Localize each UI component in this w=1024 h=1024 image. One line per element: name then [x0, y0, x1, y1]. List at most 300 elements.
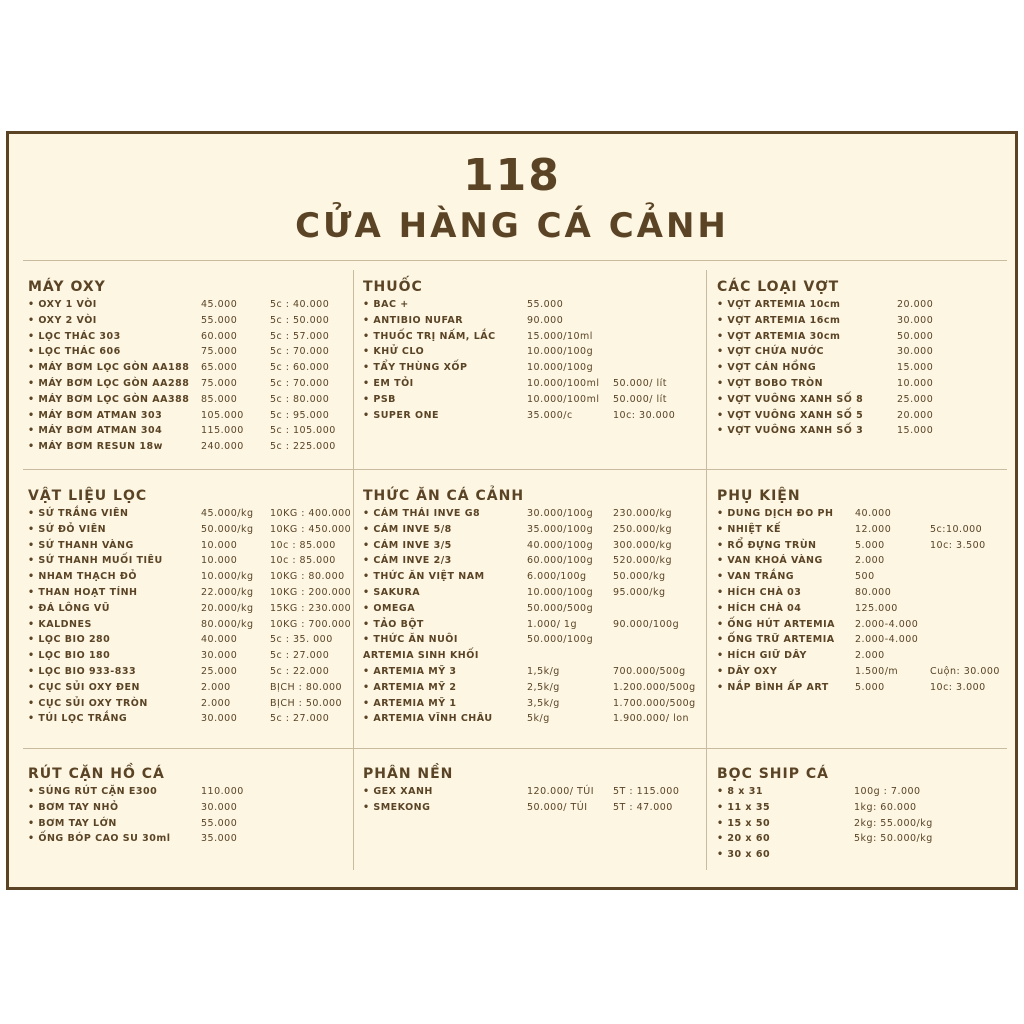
item-name: • MÁY BƠM ATMAN 303: [28, 409, 163, 421]
item-price: 85.000: [201, 393, 238, 405]
section-title: VẬT LIỆU LỌC: [28, 488, 148, 504]
menu-item: [363, 585, 666, 601]
item-price: 6.000/100g: [527, 571, 587, 583]
item-price: 15.000/10ml: [527, 330, 593, 342]
item-price: 10.000/100ml: [527, 377, 600, 389]
item-name: • LỌC BIO 280: [28, 634, 111, 646]
menu-item: [363, 522, 673, 538]
item-name: • HÍCH CHÀ 04: [717, 602, 802, 614]
item-name: • VỢT CÁN HỒNG: [717, 362, 817, 374]
item-name: • CÁM THÁI INVE G8: [363, 508, 481, 519]
item-name: • NHIỆT KẾ: [717, 523, 781, 535]
divider-col-1: [353, 270, 354, 870]
item-bulk-price: 520.000/kg: [613, 555, 673, 567]
menu-item: [717, 831, 933, 847]
menu-item: [363, 784, 680, 800]
item-name: • ỐNG HÚT ARTEMIA: [717, 618, 836, 630]
menu-item: [363, 506, 673, 522]
menu-item: [28, 784, 244, 800]
item-price: 10.000/kg: [201, 571, 254, 583]
menu-item: [363, 648, 524, 664]
menu-item: [28, 601, 352, 617]
item-price: 2.000: [855, 555, 885, 567]
item-bulk-price: 100g : 7.000: [854, 786, 921, 797]
item-name: • CÁM INVE 3/5: [363, 539, 452, 551]
menu-item: [28, 392, 330, 408]
item-name: • SỨ THANH MUỐI TIÊU: [28, 555, 163, 567]
menu-item: [717, 585, 892, 601]
menu-item: [28, 831, 238, 847]
item-name: • BAC +: [363, 299, 409, 310]
menu-item: [363, 392, 667, 408]
item-bulk-price: 5c : 27.000: [270, 713, 330, 725]
section-title: PHÂN NỀN: [363, 766, 454, 782]
menu-item: [363, 711, 690, 727]
menu-item: [717, 297, 934, 313]
item-bulk-price: 10c : 85.000: [270, 539, 336, 551]
item-price: 25.000: [897, 393, 934, 405]
menu-item: [717, 522, 983, 538]
section-title: PHỤ KIỆN: [717, 488, 801, 504]
section-1: [363, 279, 676, 423]
item-price: 30.000: [897, 346, 934, 358]
item-bulk-price: 300.000/kg: [613, 539, 673, 551]
menu-item: [363, 329, 593, 345]
item-bulk-price: 1kg: 60.000: [854, 801, 917, 813]
item-name: • PSB: [363, 393, 396, 405]
menu-item: [717, 648, 885, 664]
item-bulk-price: 250.000/kg: [613, 523, 673, 535]
item-price: 5.000: [855, 681, 885, 693]
item-name: • TẨY THÙNG XỐP: [363, 362, 468, 374]
menu-item: [717, 847, 829, 863]
item-name: • TÚI LỌC TRẮNG: [28, 713, 128, 725]
item-price: 45.000: [201, 299, 238, 310]
item-name: • MÁY BƠM LỌC GÒN AA288: [28, 377, 190, 389]
menu-item: [28, 506, 352, 522]
item-bulk-price: 10KG : 200.000: [270, 586, 352, 598]
item-name: • CỤC SỦI OXY ĐEN: [28, 681, 140, 693]
menu-item: [28, 585, 352, 601]
item-name: • MÁY BƠM RESUN 18w: [28, 441, 163, 453]
item-name: • THỨC ĂN NUÔI: [363, 634, 458, 646]
item-bulk-price: 5kg: 50.000/kg: [854, 833, 933, 845]
section-title: BỌC SHIP CÁ: [717, 766, 829, 782]
item-name: • SMEKONG: [363, 801, 431, 813]
item-price: 1,5k/g: [527, 665, 560, 677]
item-bulk-price: 10KG : 450.000: [270, 523, 352, 535]
menu-item: [717, 664, 1000, 680]
item-price: 50.000/500g: [527, 602, 594, 614]
item-price: 2,5k/g: [527, 681, 560, 693]
item-price: 10.000/100g: [527, 586, 594, 598]
item-name: • HÍCH CHÀ 03: [717, 586, 802, 598]
item-price: 110.000: [201, 786, 244, 797]
item-price: 2.000: [855, 650, 885, 662]
item-name: • LỌC BIO 180: [28, 650, 111, 662]
menu-item: [28, 344, 330, 360]
item-price: 50.000/100g: [527, 634, 594, 646]
item-name: • RỔ ĐỰNG TRÙN: [717, 539, 817, 551]
menu-item: [717, 784, 921, 800]
section-title: RÚT CẶN HỒ CÁ: [28, 766, 165, 782]
item-price: 55.000: [527, 299, 564, 310]
menu-item: [28, 632, 333, 648]
item-bulk-price: 5c : 95.000: [270, 409, 330, 421]
menu-item: [717, 408, 934, 424]
menu-item: [363, 617, 680, 633]
item-price: 1.500/m: [855, 665, 899, 677]
item-name: • VỢT CHỨA NƯỚC: [717, 346, 824, 358]
section-title: MÁY OXY: [28, 279, 106, 295]
menu-item: [363, 360, 594, 376]
menu-item: [717, 617, 919, 633]
section-0: [28, 279, 336, 455]
item-bulk-price: 5c : 70.000: [270, 377, 330, 389]
section-5: [717, 488, 1000, 696]
item-bulk-price: 1.900.000/ lon: [613, 713, 690, 725]
item-price: 35.000/c: [527, 409, 573, 421]
item-name: • LỌC THÁC 606: [28, 346, 121, 358]
item-price: 60.000: [201, 330, 238, 342]
item-name: • VỢT ARTEMIA 30cm: [717, 330, 841, 342]
item-price: 50.000/kg: [201, 523, 254, 535]
item-name: • DUNG DỊCH ĐO PH: [717, 508, 834, 519]
item-name: • CÁM INVE 2/3: [363, 555, 452, 567]
item-price: 40.000: [201, 634, 238, 646]
item-bulk-price: 230.000/kg: [613, 508, 673, 519]
section-title: THỨC ĂN CÁ CẢNH: [363, 488, 525, 504]
item-price: 15.000: [897, 425, 934, 437]
item-price: 1.000/ 1g: [527, 618, 577, 630]
menu-item: [717, 680, 986, 696]
menu-item: [363, 601, 594, 617]
menu-item: [363, 408, 676, 424]
item-bulk-price: 95.000/kg: [613, 586, 666, 598]
item-price: 10.000/100ml: [527, 393, 600, 405]
item-name: • VỢT ARTEMIA 16cm: [717, 314, 841, 326]
menu-item: [717, 344, 934, 360]
item-name: • SỨ THANH VÀNG: [28, 539, 134, 551]
menu-item: [717, 632, 919, 648]
section-4: [363, 488, 696, 727]
item-price: 55.000: [201, 817, 238, 829]
menu-item: [28, 439, 336, 455]
item-name: • VỢT BOBO TRÒN: [717, 377, 824, 389]
menu-item: [28, 360, 330, 376]
menu-item: [363, 538, 673, 554]
item-price: 10.000: [897, 377, 934, 389]
menu-item: [717, 506, 892, 522]
item-name: • ARTEMIA MỸ 3: [363, 665, 457, 677]
menu-item: [363, 800, 673, 816]
item-bulk-price: 5T : 115.000: [613, 786, 680, 797]
item-price: 40.000/100g: [527, 539, 594, 551]
item-name: • THUỐC TRỊ NẤM, LẮC: [363, 330, 496, 342]
item-name: ARTEMIA SINH KHỐI: [363, 650, 479, 662]
item-price: 10.000/100g: [527, 346, 594, 358]
item-price: 45.000/kg: [201, 508, 254, 519]
menu-item: [28, 680, 343, 696]
item-price: 30.000: [201, 801, 238, 813]
item-bulk-price: 5c : 80.000: [270, 393, 330, 405]
menu-item: [363, 313, 564, 329]
item-price: 30.000: [201, 650, 238, 662]
menu-item: [28, 648, 330, 664]
menu-item: [363, 553, 673, 569]
item-price: 20.000: [897, 409, 934, 421]
menu-item: [28, 313, 330, 329]
menu-item: [28, 297, 330, 313]
section-7: [363, 766, 680, 816]
menu-item: [28, 408, 330, 424]
item-price: 50.000/ TÚI: [527, 801, 588, 813]
item-bulk-price: 10KG : 700.000: [270, 618, 352, 630]
item-name: • VAN TRẮNG: [717, 571, 795, 583]
item-price: 10.000/100g: [527, 362, 594, 374]
item-name: • CỤC SỦI OXY TRÒN: [28, 697, 148, 709]
item-price: 25.000: [201, 665, 238, 677]
menu-item: [717, 313, 934, 329]
item-bulk-price: 5c : 40.000: [270, 299, 330, 310]
menu-item: [28, 376, 330, 392]
item-name: • DÂY OXY: [717, 665, 778, 677]
item-bulk-price: 50.000/kg: [613, 571, 666, 583]
item-bulk-price: 50.000/ lít: [613, 377, 667, 389]
item-price: 35.000: [201, 833, 238, 845]
item-bulk-price: 5c : 35. 000: [270, 634, 333, 646]
menu-item: [363, 632, 594, 648]
item-price: 2.000: [201, 697, 231, 709]
item-bulk-price: Cuộn: 30.000: [930, 665, 1000, 677]
item-price: 115.000: [201, 425, 244, 437]
item-price: 2.000-4.000: [855, 618, 919, 630]
menu-item: [363, 696, 696, 712]
store-title: CỬA HÀNG CÁ CẢNH: [295, 206, 729, 246]
item-bulk-price: 5c : 50.000: [270, 314, 330, 326]
item-name: • KALDNES: [28, 618, 92, 630]
menu-item: [28, 423, 336, 439]
menu-item: [28, 800, 238, 816]
item-price: 30.000: [201, 713, 238, 725]
section-8: [717, 766, 933, 863]
item-name: • VỢT ARTEMIA 10cm: [717, 299, 841, 310]
item-bulk-price: 5c : 105.000: [270, 425, 336, 437]
item-bulk-price: 5T : 47.000: [613, 801, 673, 813]
menu-item: [28, 816, 238, 832]
menu-item: [28, 696, 343, 712]
item-bulk-price: BỊCH : 80.000: [270, 681, 343, 693]
item-price: 22.000/kg: [201, 586, 254, 598]
item-name: • 11 x 35: [717, 801, 771, 813]
item-bulk-price: 10KG : 400.000: [270, 508, 352, 519]
item-bulk-price: 90.000/100g: [613, 618, 680, 630]
menu-item: [717, 800, 917, 816]
item-name: • OXY 2 VÒI: [28, 314, 97, 326]
divider-bottom: [23, 748, 1007, 749]
item-bulk-price: 10c: 3.500: [930, 539, 986, 551]
menu-item: [28, 664, 330, 680]
item-bulk-price: 5c:10.000: [930, 523, 983, 535]
item-price: 30.000/100g: [527, 508, 594, 519]
item-price: 240.000: [201, 441, 244, 453]
menu-item: [717, 816, 933, 832]
item-name: • THAN HOẠT TÍNH: [28, 586, 138, 598]
item-name: • ARTEMIA MỸ 1: [363, 697, 457, 709]
item-name: • ANTIBIO NUFAR: [363, 314, 464, 326]
item-price: 5k/g: [527, 713, 550, 725]
item-name: • VỢT VUÔNG XANH SỐ 3: [717, 425, 864, 437]
item-price: 10.000: [201, 555, 238, 567]
item-name: • VAN KHOÁ VÀNG: [717, 555, 823, 567]
item-price: 12.000: [855, 523, 892, 535]
section-title: CÁC LOẠI VỢT: [717, 279, 840, 295]
item-name: • NẮP BÌNH ẤP ART: [717, 681, 829, 693]
section-2: [717, 279, 934, 439]
item-name: • 20 x 60: [717, 833, 771, 845]
item-name: • CÁM INVE 5/8: [363, 523, 452, 535]
divider-middle: [23, 469, 1007, 470]
item-name: • LỌC BIO 933-833: [28, 665, 137, 677]
item-price: 10.000: [201, 539, 238, 551]
item-name: • LỌC THÁC 303: [28, 330, 121, 342]
item-name: • BƠM TAY NHỎ: [28, 801, 119, 813]
divider-top: [23, 260, 1007, 261]
item-bulk-price: 5c : 225.000: [270, 441, 336, 453]
item-price: 125.000: [855, 602, 898, 614]
item-price: 75.000: [201, 346, 238, 358]
item-price: 30.000: [897, 314, 934, 326]
item-price: 20.000: [897, 299, 934, 310]
item-name: • KHỬ CLO: [363, 346, 425, 358]
menu-item: [28, 329, 330, 345]
item-bulk-price: 10c: 3.000: [930, 681, 986, 693]
item-bulk-price: 5c : 22.000: [270, 665, 330, 677]
item-bulk-price: 2kg: 55.000/kg: [854, 817, 933, 829]
item-name: • ỐNG BÓP CAO SU 30ml: [28, 833, 171, 845]
menu-item: [363, 297, 564, 313]
item-name: • OMEGA: [363, 602, 416, 614]
item-price: 55.000: [201, 314, 238, 326]
item-name: • ĐÁ LÔNG VŨ: [28, 602, 110, 614]
item-bulk-price: 700.000/500g: [613, 665, 686, 677]
item-name: • SAKURA: [363, 586, 421, 598]
item-price: 20.000/kg: [201, 602, 254, 614]
menu-item: [717, 376, 934, 392]
item-price: 65.000: [201, 362, 238, 374]
store-number: 118: [463, 150, 561, 201]
item-name: • SUPER ONE: [363, 409, 440, 421]
item-price: 80.000/kg: [201, 618, 254, 630]
menu-item: [717, 423, 934, 439]
item-bulk-price: 10c: 30.000: [613, 409, 676, 421]
item-name: • ỐNG TRỮ ARTEMIA: [717, 634, 835, 646]
item-price: 80.000: [855, 586, 892, 598]
section-3: [28, 488, 352, 727]
item-name: • VỢT VUÔNG XANH SỐ 5: [717, 409, 864, 421]
item-name: • ARTEMIA MỸ 2: [363, 681, 457, 693]
item-bulk-price: 10KG : 80.000: [270, 571, 345, 583]
item-name: • EM TỎI: [363, 377, 414, 389]
menu-item: [717, 360, 934, 376]
menu-item: [717, 329, 934, 345]
item-bulk-price: 15KG : 230.000: [270, 602, 352, 614]
item-name: • SỨ ĐỎ VIÊN: [28, 523, 107, 535]
item-name: • 8 x 31: [717, 786, 763, 797]
item-bulk-price: 5c : 70.000: [270, 346, 330, 358]
item-bulk-price: 5c : 57.000: [270, 330, 330, 342]
menu-item: [363, 664, 686, 680]
item-price: 90.000: [527, 314, 564, 326]
item-bulk-price: 1.700.000/500g: [613, 697, 696, 709]
item-bulk-price: BỊCH : 50.000: [270, 697, 343, 709]
item-price: 35.000/100g: [527, 523, 594, 535]
item-name: • OXY 1 VÒI: [28, 299, 97, 310]
item-name: • 30 x 60: [717, 849, 771, 861]
section-title: THUỐC: [363, 279, 423, 295]
item-price: 50.000: [897, 330, 934, 342]
item-name: • THỨC ĂN VIỆT NAM: [363, 571, 485, 583]
item-name: • SÚNG RÚT CẶN E300: [28, 786, 158, 797]
item-price: 60.000/100g: [527, 555, 594, 567]
menu-item: [717, 553, 885, 569]
menu-item: [363, 680, 696, 696]
item-price: 500: [855, 571, 875, 583]
item-name: • VỢT VUÔNG XANH SỐ 8: [717, 393, 864, 405]
menu-item: [717, 569, 875, 585]
divider-col-2: [706, 270, 707, 870]
item-name: • MÁY BƠM ATMAN 304: [28, 425, 163, 437]
menu-item: [717, 601, 898, 617]
item-price: 105.000: [201, 409, 244, 421]
menu-item: [363, 569, 666, 585]
menu-item: [717, 538, 986, 554]
item-price: 40.000: [855, 508, 892, 519]
item-name: • ARTEMIA VĨNH CHÂU: [363, 713, 493, 725]
item-name: • MÁY BƠM LỌC GÒN AA388: [28, 393, 190, 405]
menu-item: [28, 538, 336, 554]
item-price: 3,5k/g: [527, 697, 560, 709]
item-name: • TẢO BỘT: [363, 618, 424, 630]
section-6: [28, 766, 244, 847]
item-name: • 15 x 50: [717, 817, 771, 829]
item-name: • GEX XANH: [363, 786, 433, 797]
item-price: 15.000: [897, 362, 934, 374]
menu-item: [363, 376, 667, 392]
item-name: • SỨ TRẮNG VIÊN: [28, 508, 129, 519]
item-name: • NHAM THẠCH ĐỎ: [28, 571, 137, 583]
item-price: 5.000: [855, 539, 885, 551]
item-price: 2.000-4.000: [855, 634, 919, 646]
menu-item: [28, 522, 352, 538]
menu-item: [28, 553, 336, 569]
item-bulk-price: 5c : 60.000: [270, 362, 330, 374]
item-name: • BƠM TAY LỚN: [28, 817, 117, 829]
menu-item: [363, 344, 594, 360]
item-bulk-price: 50.000/ lít: [613, 393, 667, 405]
menu-item: [717, 392, 934, 408]
item-price: 2.000: [201, 681, 231, 693]
item-bulk-price: 1.200.000/500g: [613, 681, 696, 693]
menu-item: [28, 711, 330, 727]
item-name: • MÁY BƠM LỌC GÒN AA188: [28, 362, 190, 374]
item-price: 120.000/ TÚI: [527, 786, 595, 797]
item-price: 75.000: [201, 377, 238, 389]
item-name: • HÍCH GIỮ DÂY: [717, 650, 807, 662]
menu-item: [28, 569, 345, 585]
item-bulk-price: 10c : 85.000: [270, 555, 336, 567]
menu-item: [28, 617, 352, 633]
